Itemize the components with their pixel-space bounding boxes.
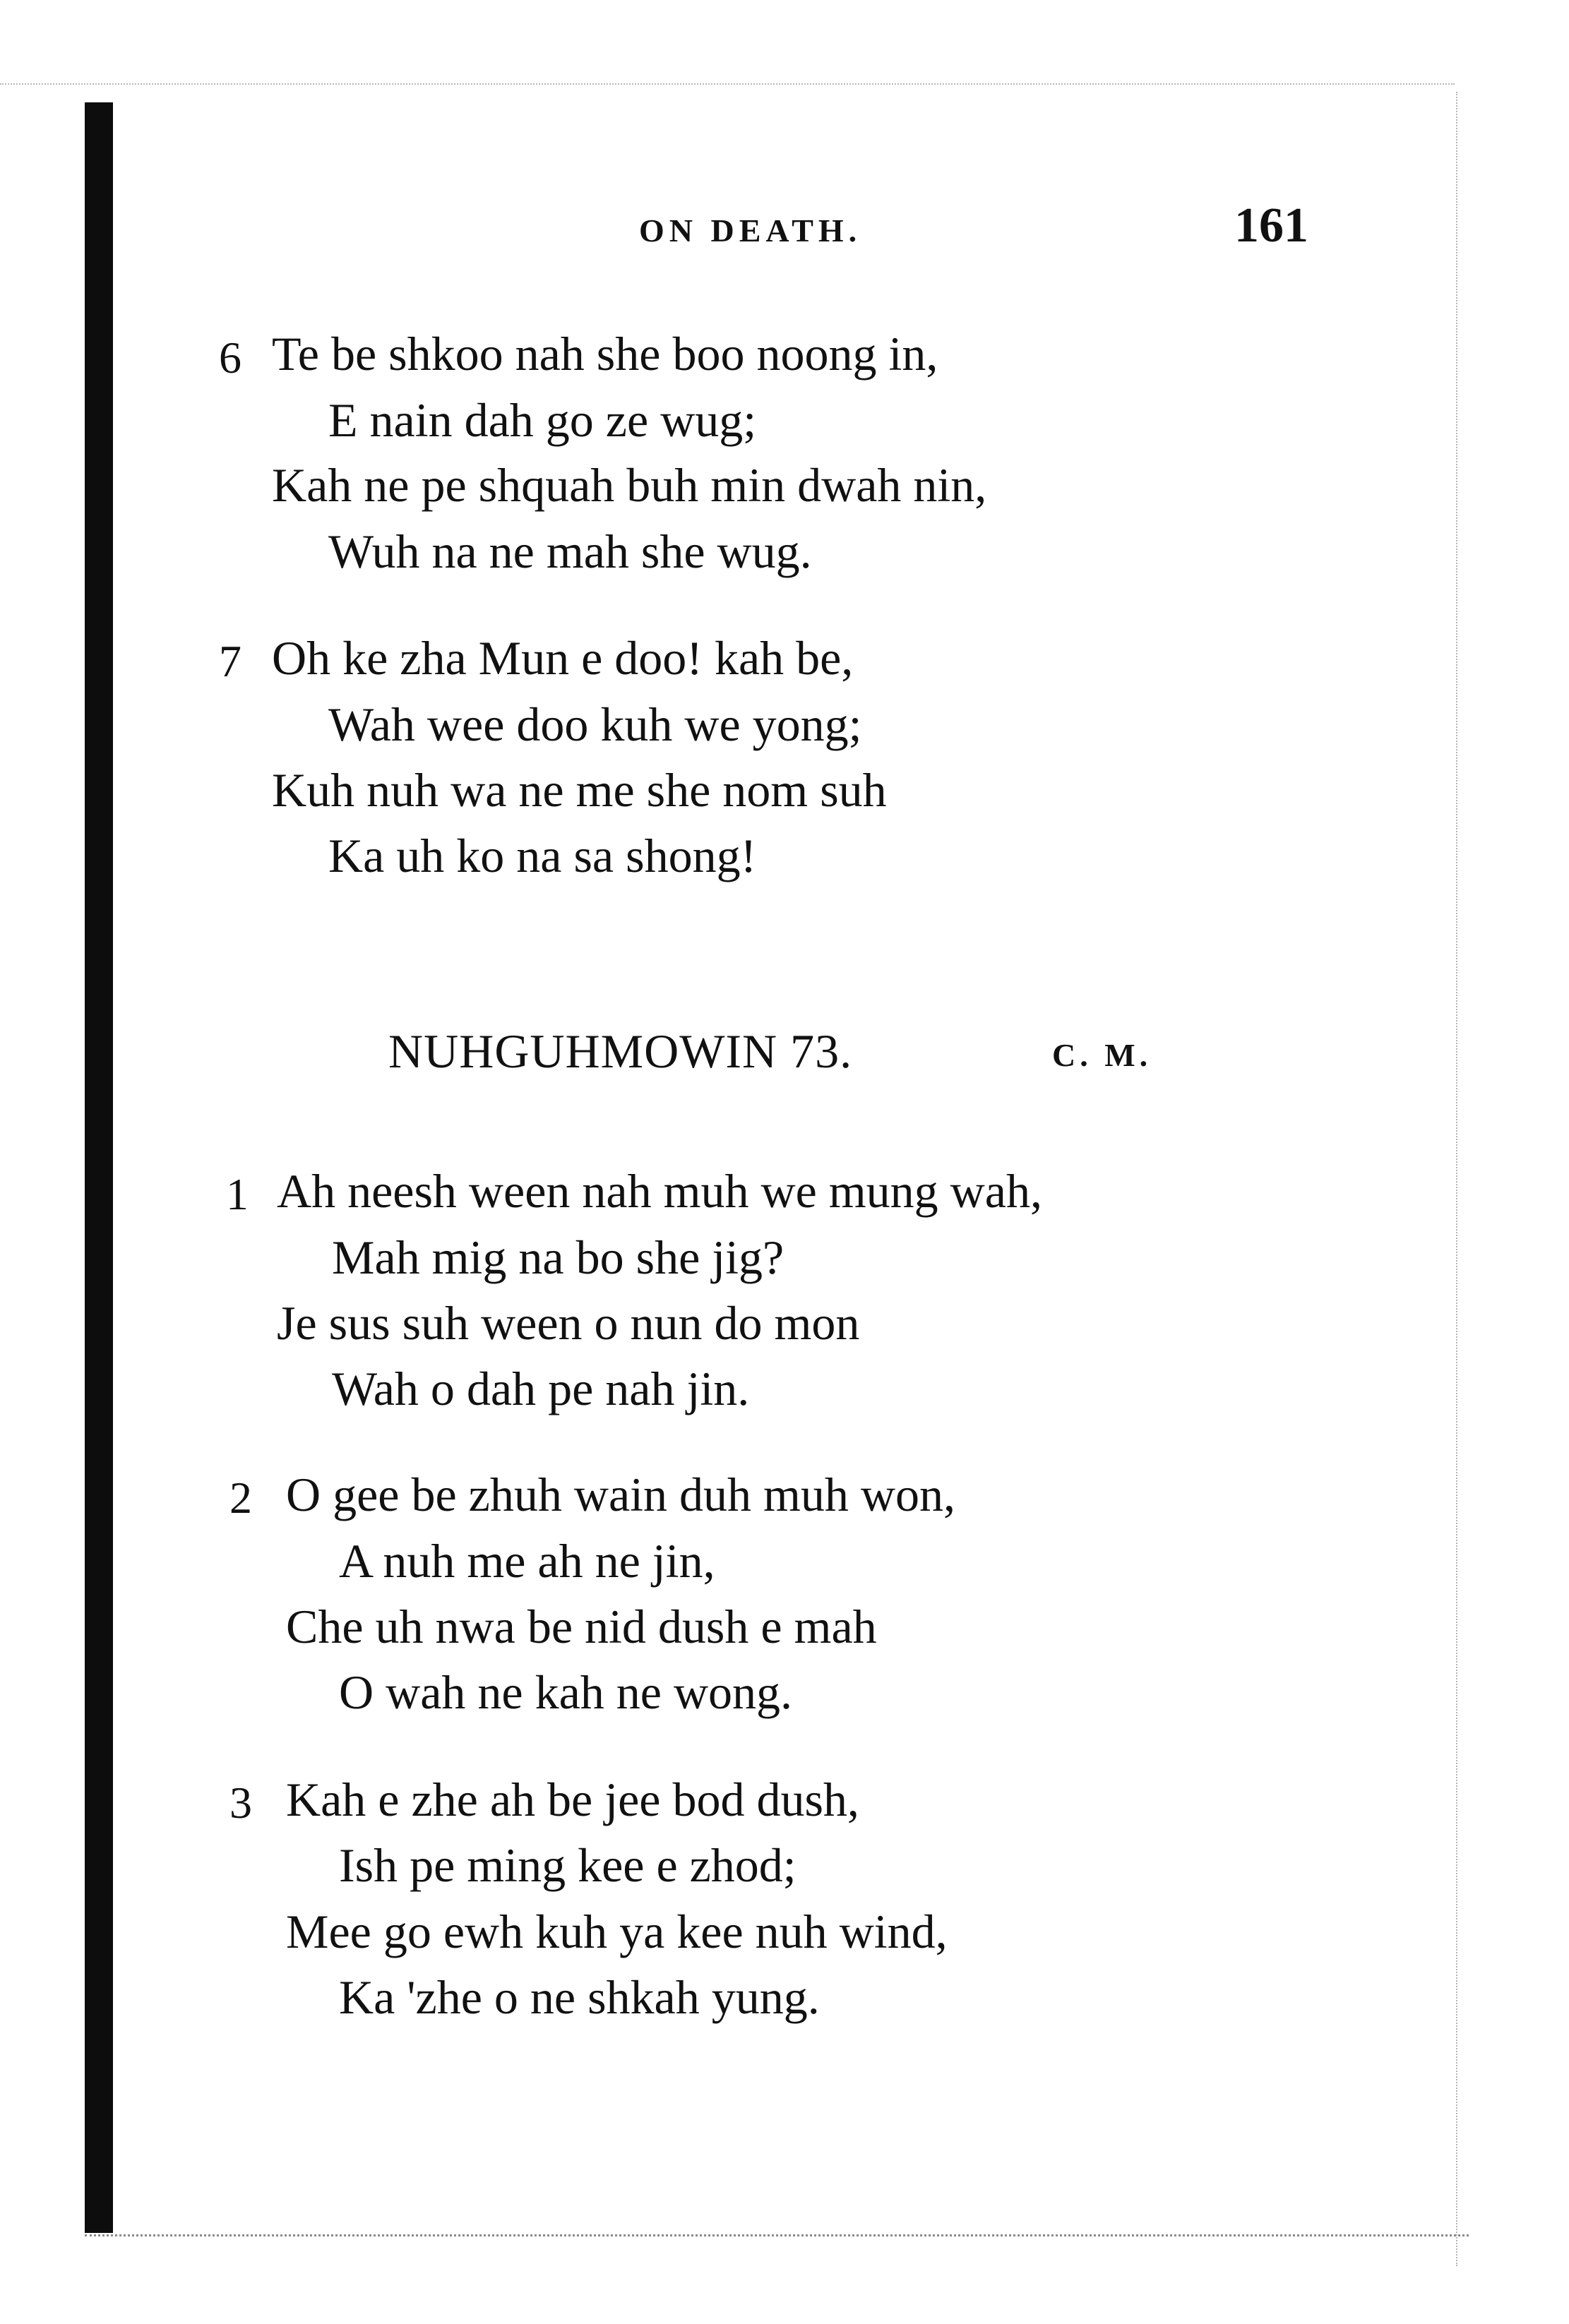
hymn-meter: C. M. (1052, 1037, 1152, 1073)
verse-line: E nain dah go ze wug; (328, 393, 757, 447)
verse-line: O wah ne kah ne wong. (339, 1665, 793, 1719)
page-number: 161 (1234, 198, 1308, 253)
verse-line: Ka 'zhe o ne shkah yung. (339, 1970, 820, 2024)
page-bottom-edge (85, 2234, 1469, 2236)
hymn-title: NUHGUHMOWIN 73. (388, 1024, 853, 1078)
verse-line: Kah ne pe shquah buh min dwah nin, (272, 458, 987, 512)
verse-line: Mee go ewh kuh ya kee nuh wind, (286, 1905, 948, 1958)
stanza-number: 6 (219, 333, 241, 383)
verse-line: Ah neesh ween nah muh we mung wah, (277, 1164, 1042, 1218)
verse-line: Kah e zhe ah be jee bod dush, (286, 1773, 859, 1826)
verse-line: A nuh me ah ne jin, (339, 1534, 715, 1588)
stanza-number: 1 (226, 1169, 249, 1219)
verse-line: Ka uh ko na sa shong! (328, 829, 757, 882)
verse-line: Wah o dah pe nah jin. (332, 1362, 750, 1415)
binding-gutter (85, 102, 113, 2233)
stanza-number: 7 (219, 636, 241, 686)
verse-line: Wuh na ne mah she wug. (328, 525, 812, 578)
verse-line: Ish pe ming kee e zhod; (339, 1838, 797, 1892)
verse-line: Te be shkoo nah she boo noong in, (272, 327, 938, 381)
verse-line: Wah wee doo kuh we yong; (328, 697, 862, 751)
verse-line: Kuh nuh wa ne me she nom suh (272, 763, 887, 817)
verse-line: Mah mig na bo she jig? (332, 1230, 784, 1284)
stanza-number: 2 (229, 1473, 252, 1523)
verse-line: Oh ke zha Mun e doo! kah be, (272, 631, 854, 685)
stanza-number: 3 (229, 1778, 252, 1828)
page-top-edge (0, 83, 1455, 85)
verse-line: O gee be zhuh wain duh muh won, (286, 1468, 956, 1521)
page-right-edge (1456, 92, 1457, 2266)
verse-line: Che uh nwa be nid dush e mah (286, 1600, 877, 1653)
running-head: ON DEATH. (639, 212, 862, 248)
verse-line: Je sus suh ween o nun do mon (277, 1296, 860, 1350)
